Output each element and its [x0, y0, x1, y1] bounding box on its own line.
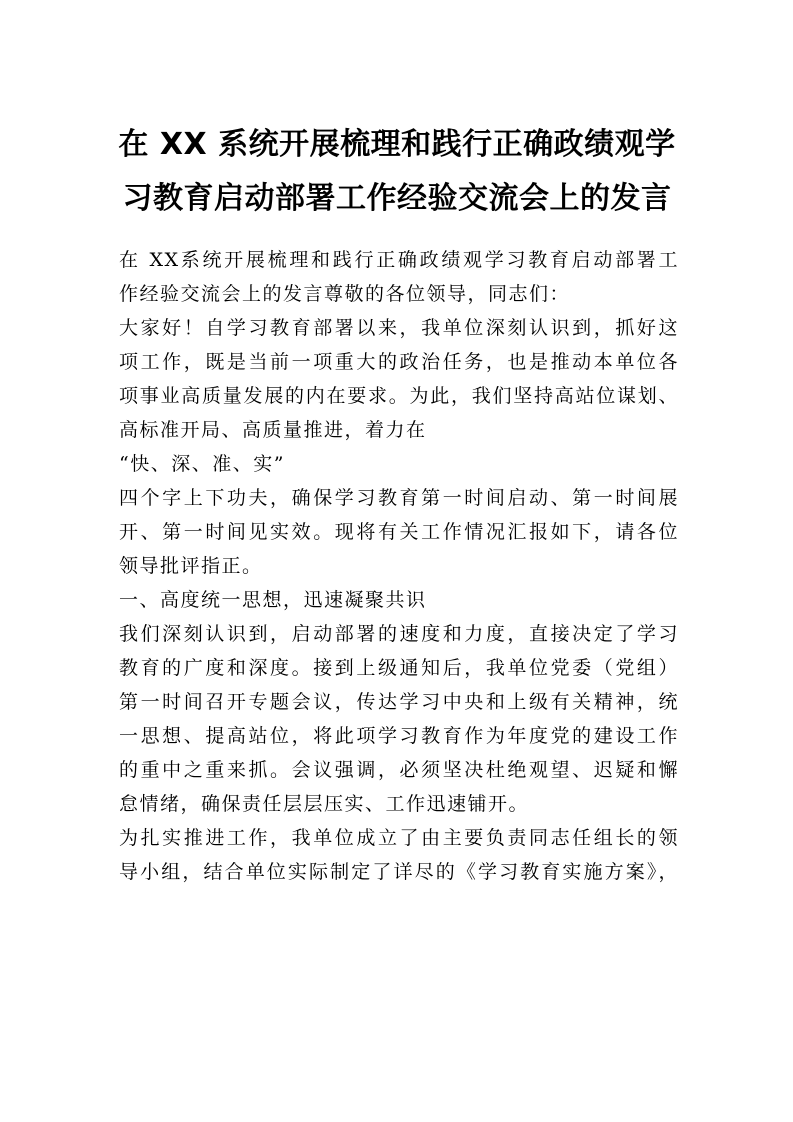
- body-line: 为扎实推进工作，我单位成立了由主要负责同志任组长的领: [119, 827, 679, 849]
- body-line: 作经验交流会上的发言尊敬的各位领导，同志们：: [119, 283, 571, 305]
- body-line: 高标准开局、高质量推进，着力在: [119, 419, 427, 441]
- body-line: 在 XX系统开展梳理和践行正确政绩观学习教育启动部署工: [119, 249, 679, 271]
- body-line: 第一时间召开专题会议，传达学习中央和上级有关精神，统: [119, 691, 679, 713]
- document-body: [119, 243, 679, 889]
- body-line: 项事业高质量发展的内在要求。为此，我们坚持高站位谋划、: [119, 385, 679, 407]
- body-line: 的重中之重来抓。会议强调，必须坚决杜绝观望、迟疑和懈: [119, 759, 679, 781]
- body-line: 导小组，结合单位实际制定了详尽的《学习教育实施方案》，: [119, 861, 679, 883]
- body-line: 开、第一时间见实效。现将有关工作情况汇报如下，请各位: [119, 521, 679, 543]
- body-line: 一思想、提高站位，将此项学习教育作为年度党的建设工作: [119, 725, 679, 747]
- body-line: 项工作，既是当前一项重大的政治任务，也是推动本单位各: [119, 351, 679, 373]
- body-line: 怠情绪，确保责任层层压实、工作迅速铺开。: [119, 793, 530, 815]
- title-line-2: 习教育启动部署工作经验交流会上的发言: [122, 181, 672, 216]
- document-title: [117, 118, 677, 226]
- section-heading: 一、高度统一思想，迅速凝聚共识: [119, 589, 427, 611]
- body-line: 四个字上下功夫，确保学习教育第一时间启动、第一时间展: [119, 487, 679, 509]
- title-line-1: 在 XX 系统开展梳理和践行正确政绩观学: [118, 127, 676, 162]
- body-line: 教育的广度和深度。接到上级通知后，我单位党委（党组）: [119, 657, 679, 679]
- body-line: 大家好！自学习教育部署以来，我单位深刻认识到，抓好这: [119, 317, 679, 339]
- body-line: 领导批评指正。: [119, 555, 263, 577]
- body-line: “快、深、准、实”: [119, 453, 285, 475]
- body-line: 我们深刻认识到，启动部署的速度和力度，直接决定了学习: [119, 623, 679, 645]
